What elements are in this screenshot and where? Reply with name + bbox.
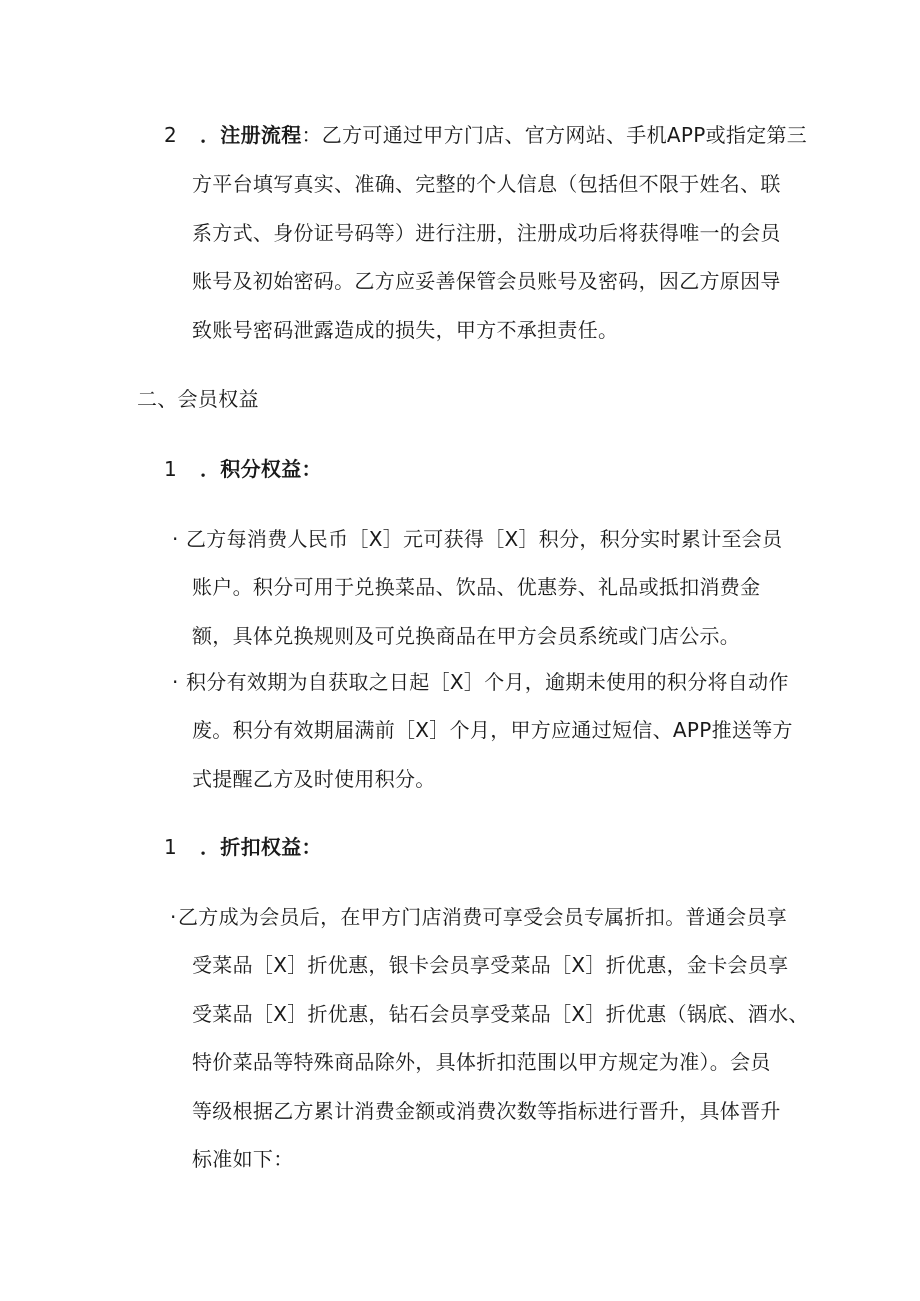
points-bullet-1-line-1 xyxy=(172,515,782,564)
registration-number: 2 xyxy=(164,123,178,147)
bullet-dot: · xyxy=(170,905,177,929)
points-bullet-1-line-3: 额，具体兑换规则及可兑换商品在甲方会员系统或门店公示。 xyxy=(192,623,741,648)
discount-bullet-line-2: 受菜品［X］折优惠，银卡会员享受菜品［X］折优惠，金卡会员享 xyxy=(192,953,789,977)
points-bullet-1-continuation xyxy=(192,563,760,660)
discount-bullet-line-6: 标准如下： xyxy=(192,1147,294,1171)
points-bullet-1-text-1: 乙方每消费人民币［X］元可获得［X］积分，积分实时累计至会员 xyxy=(186,527,783,551)
points-bullet-2 xyxy=(172,658,789,707)
discount-bullet-line-4: 特价菜品等特殊商品除外，具体折扣范围以甲方规定为准）。会员 xyxy=(192,1050,771,1074)
discount-bullet-continuation xyxy=(192,941,809,1184)
registration-line-2: 方平台填写真实、准确、完整的个人信息（包括但不限于姓名、联 xyxy=(192,172,781,196)
chapter-two-title: 二、会员权益 xyxy=(137,387,259,411)
points-bullet-1-line-2: 账户。积分可用于兑换菜品、饮品、优惠券、礼品或抵扣消费金 xyxy=(192,575,761,599)
registration-line-5: 致账号密码泄露造成的损失，甲方不承担责任。 xyxy=(192,317,619,342)
discount-bullet-text-1: 乙方成为会员后，在甲方门店消费可享受会员专属折扣。普通会员享 xyxy=(178,905,787,929)
discount-bullet xyxy=(170,893,787,942)
points-bullet-2-line-3: 式提醒乙方及时使用积分。 xyxy=(192,766,436,791)
points-bullet-2-line-1 xyxy=(172,658,789,707)
discount-number: 1 xyxy=(164,835,178,859)
chapter-two-title-block xyxy=(137,375,259,424)
discount-heading-line xyxy=(164,823,322,872)
discount-bullet-line-3: 受菜品［X］折优惠，钻石会员享受菜品［X］折优惠（锅底、酒水、 xyxy=(192,1001,809,1026)
registration-line-3: 系方式、身份证号码等）进行注册，注册成功后将获得唯一的会员 xyxy=(192,220,781,245)
points-heading-block xyxy=(164,445,322,494)
points-bullet-2-text-1: 积分有效期为自获取之日起［X］个月，逾期未使用的积分将自动作 xyxy=(186,670,789,694)
bullet-dot: · xyxy=(172,527,179,551)
registration-section xyxy=(164,111,807,160)
points-bullet-1 xyxy=(172,515,782,564)
bullet-dot: · xyxy=(172,670,179,694)
registration-heading: ．注册流程 xyxy=(200,123,302,147)
points-heading: ．积分权益： xyxy=(200,457,322,481)
discount-heading: ．折扣权益： xyxy=(200,835,322,859)
registration-continuation xyxy=(192,160,781,354)
discount-bullet-line-5: 等级根据乙方累计消费金额或消费次数等指标进行晋升，具体晋升 xyxy=(192,1098,781,1123)
registration-line-4: 账号及初始密码。乙方应妥善保管会员账号及密码，因乙方原因导 xyxy=(192,269,781,293)
discount-heading-block xyxy=(164,823,322,872)
points-bullet-2-line-2: 废。积分有效期届满前［X］个月，甲方应通过短信、APP推送等方 xyxy=(192,718,793,742)
points-number: 1 xyxy=(164,457,178,481)
discount-bullet-line-1 xyxy=(170,893,787,942)
points-heading-line xyxy=(164,445,322,494)
registration-text: ：乙方可通过甲方门店、官方网站、手机APP或指定第三 xyxy=(301,123,808,147)
registration-line-1 xyxy=(164,111,807,160)
points-bullet-2-continuation xyxy=(192,706,793,803)
